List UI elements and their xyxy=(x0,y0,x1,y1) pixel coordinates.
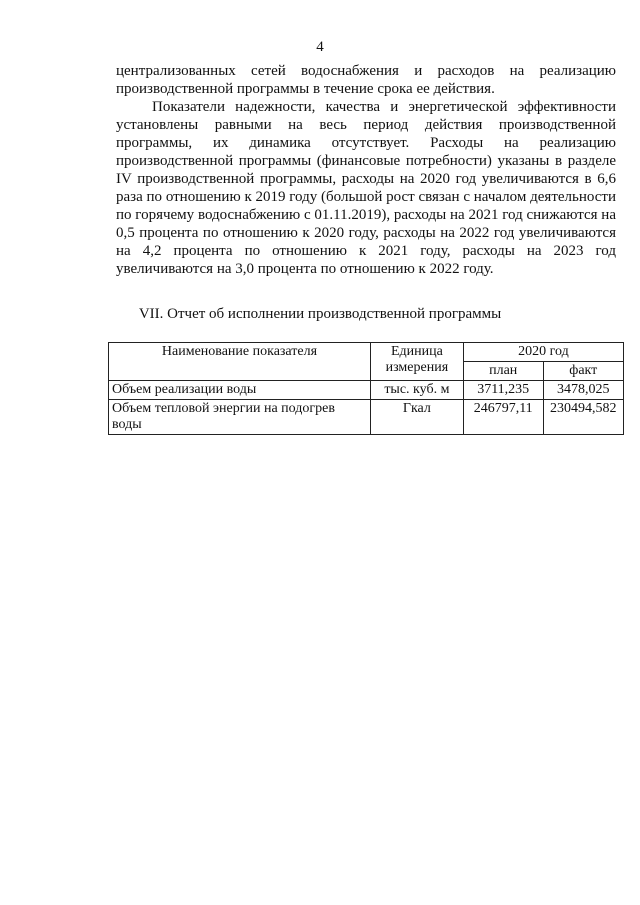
row-plan: 3711,235 xyxy=(463,381,543,400)
row-name: Объем тепловой энергии на подогрев воды xyxy=(109,400,371,435)
row-plan: 246797,11 xyxy=(463,400,543,435)
row-unit: Гкал xyxy=(370,400,463,435)
table-row xyxy=(109,381,624,400)
program-report-table xyxy=(108,342,624,435)
table-header-row xyxy=(109,343,624,362)
header-year: 2020 год xyxy=(463,343,623,362)
header-unit-line2: измерения xyxy=(385,360,449,375)
page-number: 4 xyxy=(316,39,324,55)
paragraph-1: централизованных сетей водоснабжения и расходов на реализацию производственной программы в течение срока ее действия. xyxy=(116,63,616,97)
row-unit: тыс. куб. м xyxy=(370,381,463,400)
header-plan: план xyxy=(463,362,543,381)
table-row xyxy=(109,400,624,435)
header-indicator-name: Наименование показателя xyxy=(109,343,371,381)
header-fact: факт xyxy=(543,362,623,381)
header-unit xyxy=(370,343,463,381)
section-title: VII. Отчет об исполнении производственной программы xyxy=(138,306,502,322)
row-fact: 230494,582 xyxy=(543,400,623,435)
row-name: Объем реализации воды xyxy=(109,381,371,400)
header-unit-line1: Единица xyxy=(390,344,443,359)
paragraph-2: Показатели надежности, качества и энергетической эффективности установлены равными на весь период действия производственной программы, их динамика отсутствует. Расходы на реализацию производственной программы (финансовые потребности) указаны в разделе IV производственной программы, расходы на 2020 год увеличиваются в 6,6 раза по отношению к 2019 году (большой рост связан с началом деятельности по горячему водоснабжению с 01.11.2019), расходы на 2021 год снижаются на 0,5 процента по отношению к 2020 году, расходы на 2022 год увеличиваются на 4,2 процента по отношению к 2021 году, расходы на 2023 год увеличиваются на 3,0 процента по отношению к 2022 году. xyxy=(116,99,616,277)
row-fact: 3478,025 xyxy=(543,381,623,400)
